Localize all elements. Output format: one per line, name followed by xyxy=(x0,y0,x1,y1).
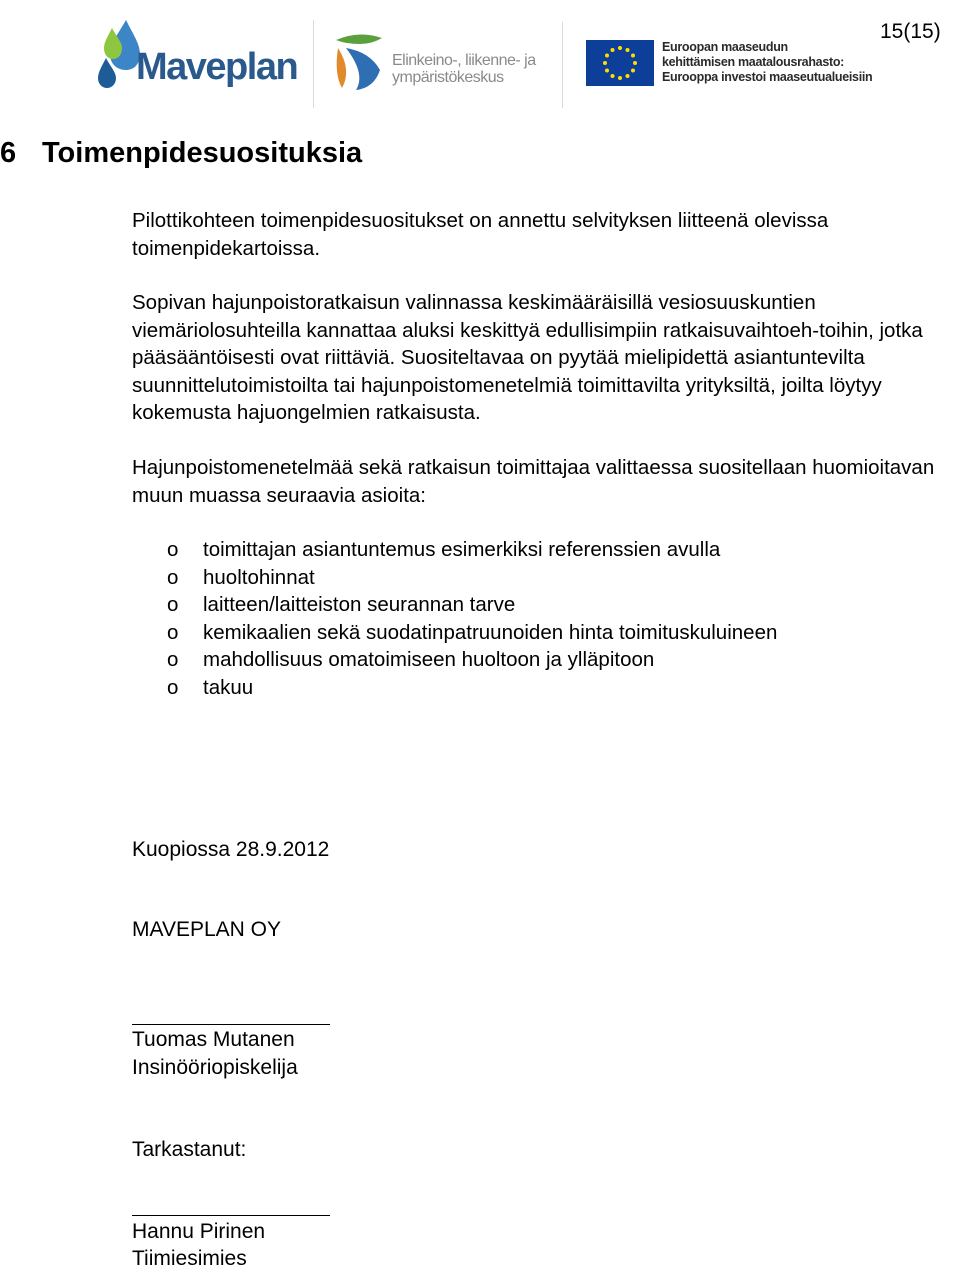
list-item: o kemikaalien sekä suodatinpatruunoiden hinta toimituskuluineen xyxy=(167,619,777,647)
header-divider-2 xyxy=(562,22,563,108)
ely-logo xyxy=(330,30,550,100)
eu-star xyxy=(626,48,630,52)
eu-flag-icon xyxy=(586,40,654,86)
list-item: o mahdollisuus omatoimiseen huoltoon ja ylläpitoon xyxy=(167,646,777,674)
signature-line xyxy=(132,1215,330,1216)
maveplan-logo xyxy=(96,18,296,94)
company-name: MAVEPLAN OY xyxy=(132,918,281,941)
checker-title: Tiimiesimies xyxy=(132,1247,247,1270)
eu-star xyxy=(611,48,615,52)
bullet-marker: o xyxy=(167,565,179,589)
paragraph-3: Hajunpoistomenetelmää sekä ratkaisun toimittajaa valittaessa suositellaan huomioitavan muun muassa seuraavia asioita: xyxy=(132,456,935,507)
section-heading xyxy=(0,137,362,170)
section-number: 6 xyxy=(0,137,17,169)
section-title: Toimenpidesuosituksia xyxy=(42,137,363,169)
eu-star xyxy=(605,69,609,73)
page-number: 15(15) xyxy=(880,20,941,43)
list-item: o takuu xyxy=(167,674,777,702)
bullet-marker: o xyxy=(167,675,179,699)
eu-star xyxy=(618,76,622,80)
bullet-marker: o xyxy=(167,593,179,616)
bullet-marker: o xyxy=(167,648,179,671)
checker-name: Hannu Pirinen xyxy=(132,1220,266,1243)
eu-logo xyxy=(586,40,876,90)
bullet-marker: o xyxy=(167,538,179,561)
paragraph-2: Sopivan hajunpoistoratkaisun valinnassa keskimääräisillä vesiosuuskuntien viemäriolosuhteilla kannattaa aluksi keskittyä edullisimpiin ratkaisuvaihtoeh-toihin, jotka pääsääntöisesti ovat riittäviä. Suositeltavaa on pyytää mielipidettä asiantuntevilta suunnittelutoimistoilta tai hajunpoistomenetelmiä toimittavilta yrityksiltä, joilta löytyy kokemusta hajuongelmien ratkaisusta. xyxy=(132,291,923,424)
signatory-title: Insinööriopiskelija xyxy=(132,1056,298,1079)
eu-star xyxy=(631,69,635,73)
header-divider xyxy=(313,20,314,108)
paragraph-1: Pilottikohteen toimenpidesuositukset on annettu selvityksen liitteenä olevissa toimenpidekartoissa. xyxy=(132,209,829,260)
eu-star xyxy=(611,74,615,78)
place-and-date: Kuopiossa 28.9.2012 xyxy=(132,838,330,861)
list-item: o huoltohinnat xyxy=(167,564,777,592)
list-item: o toimittajan asiantuntemus esimerkiksi referenssien avulla xyxy=(167,536,777,564)
maveplan-wordmark: Maveplan xyxy=(136,46,298,88)
ely-emblem-icon xyxy=(330,30,388,92)
bullet-marker: o xyxy=(167,620,179,644)
eu-star xyxy=(605,54,609,58)
signatory-name: Tuomas Mutanen xyxy=(132,1028,295,1051)
eu-star xyxy=(603,61,607,65)
eu-star xyxy=(633,61,637,65)
recommendation-list xyxy=(167,536,777,701)
list-item: o laitteen/laitteiston seurannan tarve xyxy=(167,591,777,619)
eu-fund-text: Euroopan maaseudun kehittämisen maatalousrahasto: Eurooppa investoi maaseutualueisiin xyxy=(662,40,873,84)
eu-star xyxy=(631,54,635,58)
water-drop-icon xyxy=(96,18,140,88)
ely-name: Elinkeino-, liikenne- ja ympäristökeskus xyxy=(392,52,536,86)
checked-by-label: Tarkastanut: xyxy=(132,1138,247,1161)
eu-star xyxy=(626,74,630,78)
eu-star xyxy=(618,46,622,50)
signature-line xyxy=(132,1024,330,1025)
